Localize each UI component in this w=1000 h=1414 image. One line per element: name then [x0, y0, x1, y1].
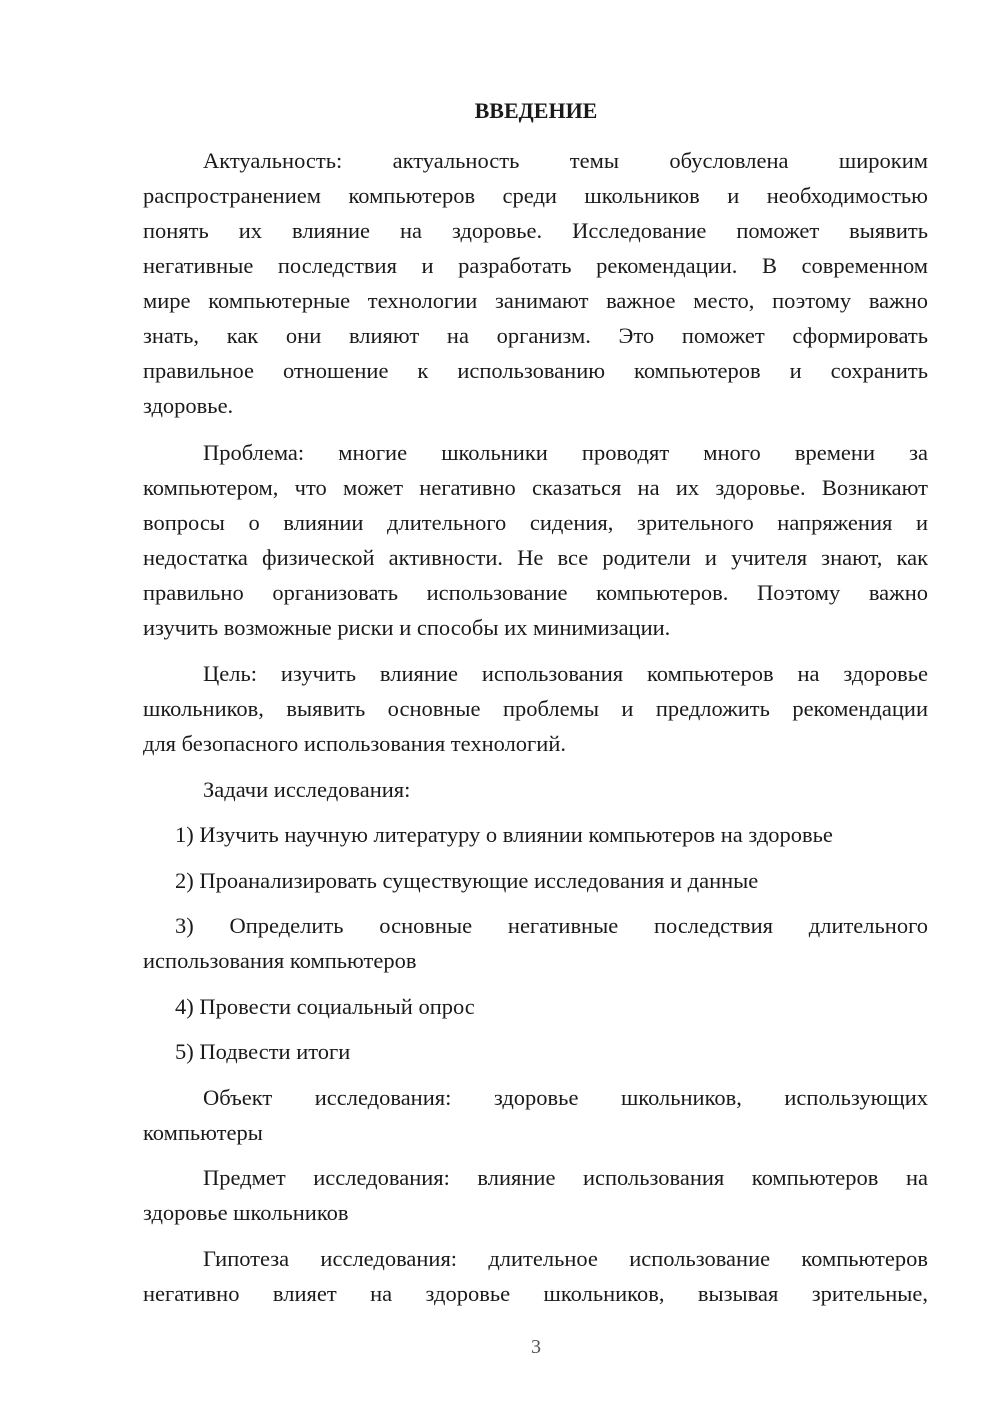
list-item: 4) Провести социальный опрос [175, 994, 475, 1019]
list-item: 5) Подвести итоги [175, 1039, 351, 1064]
text-line: Проблема: многие школьники проводят много времени за [203, 440, 928, 465]
text-line: распространением компьютеров среди школьников и необходимостью [143, 183, 928, 208]
page-number: 3 [531, 1336, 541, 1358]
text-line: правильное отношение к использованию компьютеров и сохранить [143, 358, 928, 383]
text-line: мире компьютерные технологии занимают важное место, поэтому важно [143, 288, 928, 313]
text-line: негативно влияет на здоровье школьников, вызывая зрительные, [143, 1281, 928, 1306]
text-line: вопросы о влиянии длительного сидения, зрительного напряжения и [143, 510, 928, 535]
text-line: Предмет исследования: влияние использования компьютеров на [203, 1165, 928, 1190]
text-line: понять их влияние на здоровье. Исследование поможет выявить [143, 218, 928, 243]
text-line: изучить возможные риски и способы их минимизации. [143, 615, 671, 640]
text-line: недостатка физической активности. Не все родители и учителя знают, как [143, 545, 928, 570]
text-line: негативные последствия и разработать рекомендации. В современном [143, 253, 928, 278]
text-line: Задачи исследования: [203, 777, 411, 802]
text-line: здоровье. [143, 393, 234, 418]
text-line: использования компьютеров [143, 948, 417, 973]
text-line: Гипотеза исследования: длительное использование компьютеров [203, 1246, 928, 1271]
text-line: Объект исследования: здоровье школьников, использующих [203, 1085, 928, 1110]
text-line: правильно организовать использование компьютеров. Поэтому важно [143, 580, 928, 605]
text-line: Актуальность: актуальность темы обусловлена широким [203, 148, 928, 173]
page-title: ВВЕДЕНИЕ [474, 98, 598, 123]
text-line: здоровье школьников [143, 1200, 349, 1225]
text-line: знать, как они влияют на организм. Это поможет сформировать [143, 323, 928, 348]
list-item: 3) Определить основные негативные последствия длительного [175, 913, 928, 938]
text-line: для безопасного использования технологий. [143, 731, 566, 756]
text-line: школьников, выявить основные проблемы и предложить рекомендации [143, 696, 928, 721]
text-line: компьютером, что может негативно сказаться на их здоровье. Возникают [143, 475, 928, 500]
text-line: компьютеры [143, 1120, 263, 1145]
text-line: Цель: изучить влияние использования компьютеров на здоровье [203, 661, 928, 686]
list-item: 2) Проанализировать существующие исследования и данные [175, 868, 759, 893]
list-item: 1) Изучить научную литературу о влиянии компьютеров на здоровье [175, 822, 833, 847]
